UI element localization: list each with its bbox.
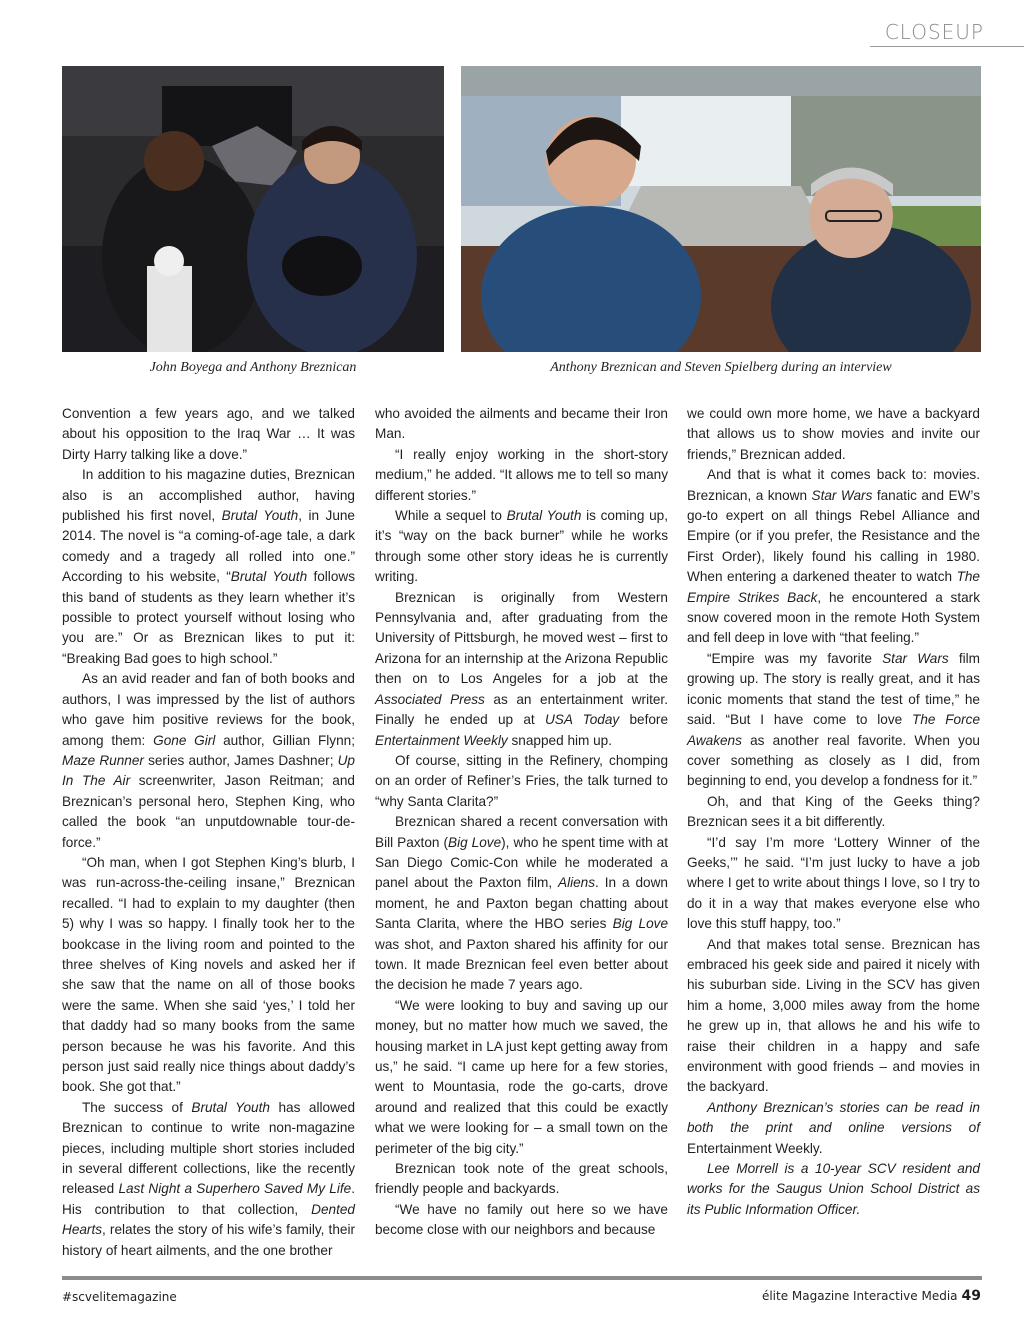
- body-text: “We have no family out here so we have become close with our neighbors and because: [375, 1201, 668, 1238]
- italic-text: Brutal Youth: [230, 569, 308, 585]
- photo-boyega-breznican: [62, 66, 444, 352]
- article-column-1: [62, 404, 355, 1261]
- italic-text: Entertainment Weekly: [375, 732, 508, 748]
- italic-text: Associated Press: [375, 691, 485, 707]
- body-text: And that makes total sense. Breznican has embraced his geek side and paired it nicely with his suburban side. Living in the SCV has given him a home, 3,000 miles away from the home he grew up in, that allows he and his wife to raise their children in a happy and safe environment with good friends – and movies in the backyard.: [687, 936, 980, 1095]
- body-text: who avoided the ailments and became their Iron Man.: [375, 406, 668, 442]
- italic-text: Anthony Breznican’s stories can be read in both the print and online versions of: [687, 1099, 980, 1136]
- body-text: snapped him up.: [507, 732, 613, 748]
- footer-hashtag: #scvelitemagazine: [62, 1290, 177, 1304]
- body-text: , relates the story of his wife’s family, their history of heart ailments, and the one brother: [62, 1222, 355, 1258]
- article-paragraph: [375, 996, 668, 1159]
- body-text: was shot, and Paxton shared his affinity for our town. It made Breznican feel even better about the decision he made 7 years ago.: [375, 936, 668, 993]
- article-paragraph: [687, 465, 980, 649]
- article-paragraph: [375, 1159, 668, 1200]
- article-paragraph: [375, 751, 668, 812]
- article-column-3: [687, 404, 980, 1220]
- article-paragraph: [687, 649, 980, 792]
- body-text: as an entertainment writer. Finally he ended up at: [375, 691, 668, 728]
- body-text: follows this band of students as they learn whether it’s possible to protect yourself without losing who you are.” Or as Breznican likes to put it: “Breaking Bad goes to high school.”: [62, 569, 355, 666]
- body-text: Breznican shared a recent conversation with Bill Paxton (: [375, 814, 668, 850]
- italic-text: Big Love: [448, 834, 502, 850]
- article-paragraph: [687, 935, 980, 1098]
- photo-caption-left: John Boyega and Anthony Breznican: [149, 360, 357, 375]
- body-text: we could own more home, we have a backyard that allows us to show movies and invite our friends,” Breznican added.: [687, 406, 980, 462]
- article-paragraph: [375, 404, 668, 445]
- article-paragraph: [375, 506, 668, 588]
- italic-text: Gone Girl: [153, 732, 216, 748]
- article-paragraph: [375, 445, 668, 506]
- section-rule: [870, 46, 1024, 47]
- footer-publisher-block: [762, 1288, 981, 1304]
- article-paragraph: [687, 792, 980, 833]
- body-text: . In a down moment, he and Paxton began chatting about Santa Clarita, where the HBO series: [375, 875, 668, 932]
- photo-breznican-spielberg: [461, 66, 981, 352]
- italic-text: Brutal Youth: [221, 508, 299, 524]
- italic-text: Star Wars: [811, 487, 873, 503]
- body-text: Convention a few years ago, and we talked about his opposition to the Iraq War … It was Dirty Harry talking like a dove.”: [62, 406, 355, 462]
- body-text: “I really enjoy working in the short-story medium,” he added. “It allows me to tell so many different stories.”: [375, 446, 668, 503]
- body-text: And that is what it comes back to: movies. Breznican, a known: [687, 467, 980, 503]
- italic-text: Up In The Air: [62, 752, 355, 789]
- body-text: “I’d say I’m more ‘Lottery Winner of the Geeks,’” he said. “I’m just lucky to have a job where I get to write about things I love, so I try to do it in a way that makes everyone else who love this stuff happy, too.”: [687, 834, 980, 932]
- body-text: screenwriter, Jason Reitman; and Breznican’s personal hero, Stephen King, who called the book “an unputdownable tour-de-force.”: [62, 773, 355, 850]
- page-number: 49: [961, 1288, 981, 1304]
- article-paragraph: [62, 669, 355, 853]
- body-text: author, Gillian Flynn;: [215, 732, 355, 748]
- article-paragraph: [687, 833, 980, 935]
- article-paragraph: [62, 1098, 355, 1261]
- body-text: As an avid reader and fan of both books and authors, I was impressed by the list of authors who gave him positive reviews for the book, among them:: [62, 671, 355, 748]
- body-text: “Oh man, when I got Stephen King’s blurb, I was run-across-the-ceiling insane,” Breznican recalled. “I had to explain to my daughter (then 5) why I was so happy. I finally took her to the bookcase in the living room and pointed to the three shelves of King novels and asked her if she saw that the name on all of those books were the same. When she said ‘yes,’ I told her that daddy had so many books from the same person because he was his favorite. And this person just said really nice things about daddy’s book. She got that.”: [62, 854, 355, 1095]
- italic-text: Brutal Youth: [506, 508, 582, 524]
- body-text: In addition to his magazine duties, Breznican also is an accomplished author, having published his first novel,: [62, 467, 355, 524]
- italic-text: Lee Morrell is a 10-year SCV resident and works for the Saugus Union School District as its Public Information Officer.: [687, 1161, 980, 1217]
- article-paragraph: [375, 1200, 668, 1241]
- body-text: , he encountered a stark snow covered moon in the remote Hoth System and fell deep in love with “that feeling.”: [687, 589, 980, 646]
- article-paragraph: [62, 404, 355, 465]
- body-text: “We were looking to buy and saving up our money, but no matter how much we saved, the housing market in LA just kept getting away from us,” he said. “I came up here for a few stories, went to Mountasia, rode the go-carts, drove around and realized that this could be exactly what we were looking for – a small town on the perimeter of the big city.”: [375, 997, 668, 1156]
- body-text: “Empire was my favorite: [707, 650, 883, 666]
- body-text: Oh, and that King of the Geeks thing? Breznican sees it a bit differently.: [687, 793, 980, 830]
- body-text: has allowed Breznican to continue to write non-magazine pieces, including multiple short stories included in several different collections, like the recently released: [62, 1099, 356, 1197]
- body-text: before: [619, 712, 669, 728]
- italic-text: The Empire Strikes Back: [687, 569, 980, 605]
- article-paragraph: [687, 404, 980, 465]
- article-paragraph: [375, 588, 668, 751]
- italic-text: Big Love: [612, 916, 668, 932]
- body-text: Of course, sitting in the Refinery, chomping on an order of Refiner’s Fries, the talk turned to “why Santa Clarita?”: [375, 752, 668, 809]
- body-text: film growing up. The story is really great, and it has iconic moments that stand the test of time,” he said. “But I have come to love: [687, 650, 980, 728]
- italic-text: The Force Awakens: [687, 712, 981, 748]
- photo-caption-right: Anthony Breznican and Steven Spielberg during an interview: [550, 360, 892, 375]
- body-text: The success of: [82, 1099, 192, 1115]
- body-text: ), who he spent time with at San Diego Comic-Con while he moderated a panel about the Paxton film,: [375, 834, 669, 891]
- article-paragraph: [687, 1098, 980, 1159]
- body-text: series author, James Dashner;: [143, 752, 338, 768]
- body-text: , in June 2014. The novel is “a coming-of-age tale, a dark comedy and a tragedy all rolled into one.” According to his website, “: [62, 508, 355, 585]
- article-paragraph: [62, 853, 355, 1098]
- italic-text: Aliens: [558, 875, 596, 891]
- footer-publisher: élite Magazine Interactive Media: [761, 1289, 958, 1303]
- body-text: Breznican is originally from Western Pennsylvania and, after graduating from the University of Pittsburgh, he moved west – first to Arizona for an internship at the Arizona Republic then on to Los Angeles for a job at the: [375, 589, 668, 687]
- photo-boyega-breznican-image: [62, 66, 444, 352]
- photo-breznican-spielberg-image: [461, 66, 981, 352]
- section-label: CLOSEUP: [884, 20, 984, 44]
- body-text: is coming up, it’s “way on the back burner” while he works through some other story ideas he is currently writing.: [375, 508, 668, 585]
- italic-text: Dented Hearts: [62, 1201, 355, 1238]
- body-text: fanatic and EW’s go-to expert on all things Rebel Alliance and Empire (or if you prefer, the Resistance and the First Order), likely found his calling in 1980. When entering a darkened theater to watch: [687, 487, 980, 585]
- body-text: While a sequel to: [395, 508, 507, 524]
- body-text: as another real favorite. When you cover something as closely as I did, from beginning to end, you develop a fondness for it.”: [687, 732, 980, 789]
- italic-text: Last Night a Superhero Saved My Life: [118, 1181, 352, 1197]
- italic-text: Maze Runner: [62, 752, 144, 768]
- article-paragraph: [375, 812, 668, 996]
- italic-text: Brutal Youth: [191, 1099, 270, 1115]
- body-text: Entertainment Weekly.: [687, 1140, 823, 1156]
- italic-text: Star Wars: [882, 650, 949, 666]
- article-paragraph: [62, 465, 355, 669]
- body-text: Breznican took note of the great schools, friendly people and backyards.: [375, 1161, 668, 1197]
- body-text: . His contribution to that collection,: [62, 1181, 355, 1217]
- footer-rule: [62, 1276, 982, 1280]
- italic-text: USA Today: [544, 712, 620, 728]
- article-paragraph: [687, 1159, 980, 1220]
- article-column-2: [375, 404, 668, 1241]
